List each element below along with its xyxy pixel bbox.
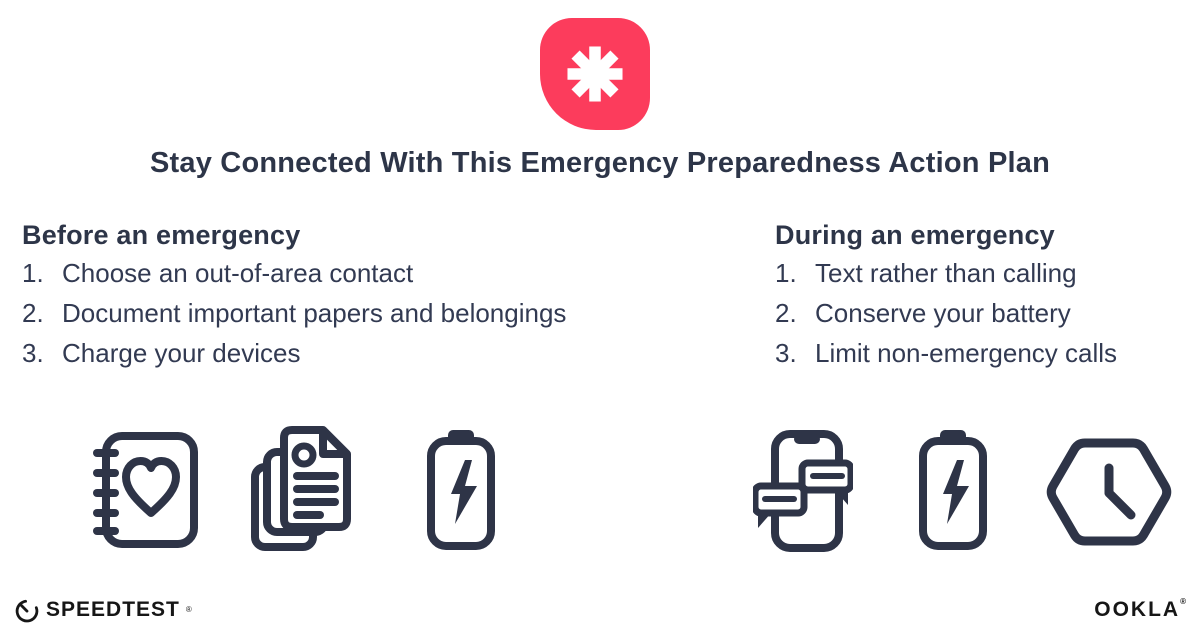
list-item-text: Limit non-emergency calls [815, 338, 1118, 368]
page-title: Stay Connected With This Emergency Preparedness Action Plan [149, 147, 1051, 179]
list-item-number: 1. [22, 258, 44, 288]
during-emergency-list [775, 258, 1195, 378]
list-item-text: Charge your devices [62, 338, 301, 368]
list-item [22, 298, 722, 338]
before-emergency-heading: Before an emergency [22, 220, 301, 250]
list-item-number: 3. [775, 338, 797, 368]
list-item-number: 1. [775, 258, 797, 288]
speedtest-trademark: ® [185, 605, 192, 614]
list-item-text: Text rather than calling [815, 258, 1077, 288]
list-item [775, 338, 1195, 378]
speedtest-logo [14, 596, 192, 624]
battery-charge-icon [426, 428, 496, 550]
list-item-number: 2. [775, 298, 797, 328]
ookla-trademark: ® [1180, 597, 1188, 606]
battery-charge-icon [918, 428, 988, 550]
emergency-badge [540, 18, 650, 130]
list-item-text: Document important papers and belongings [62, 298, 567, 328]
important-documents-icon [250, 425, 354, 553]
list-item [22, 338, 722, 378]
clock-hexagon-icon [1046, 436, 1172, 548]
list-item-text: Conserve your battery [815, 298, 1071, 328]
before-emergency-section [22, 220, 722, 378]
phone-text-messages-icon [753, 430, 853, 552]
list-item [775, 298, 1195, 338]
list-item-number: 3. [22, 338, 44, 368]
list-item [775, 258, 1195, 298]
ookla-wordmark: OOKLA [1094, 598, 1181, 621]
contacts-notebook-heart-icon [92, 431, 198, 549]
during-emergency-heading: During an emergency [775, 220, 1055, 250]
ookla-logo [1094, 598, 1188, 622]
speedtest-gauge-icon [14, 596, 40, 624]
before-emergency-list [22, 258, 722, 378]
medical-asterisk-icon [563, 42, 627, 106]
list-item-text: Choose an out-of-area contact [62, 258, 414, 288]
list-item [22, 258, 722, 298]
list-item-number: 2. [22, 298, 44, 328]
speedtest-wordmark: SPEEDTEST [46, 598, 180, 621]
during-emergency-section [775, 220, 1195, 378]
